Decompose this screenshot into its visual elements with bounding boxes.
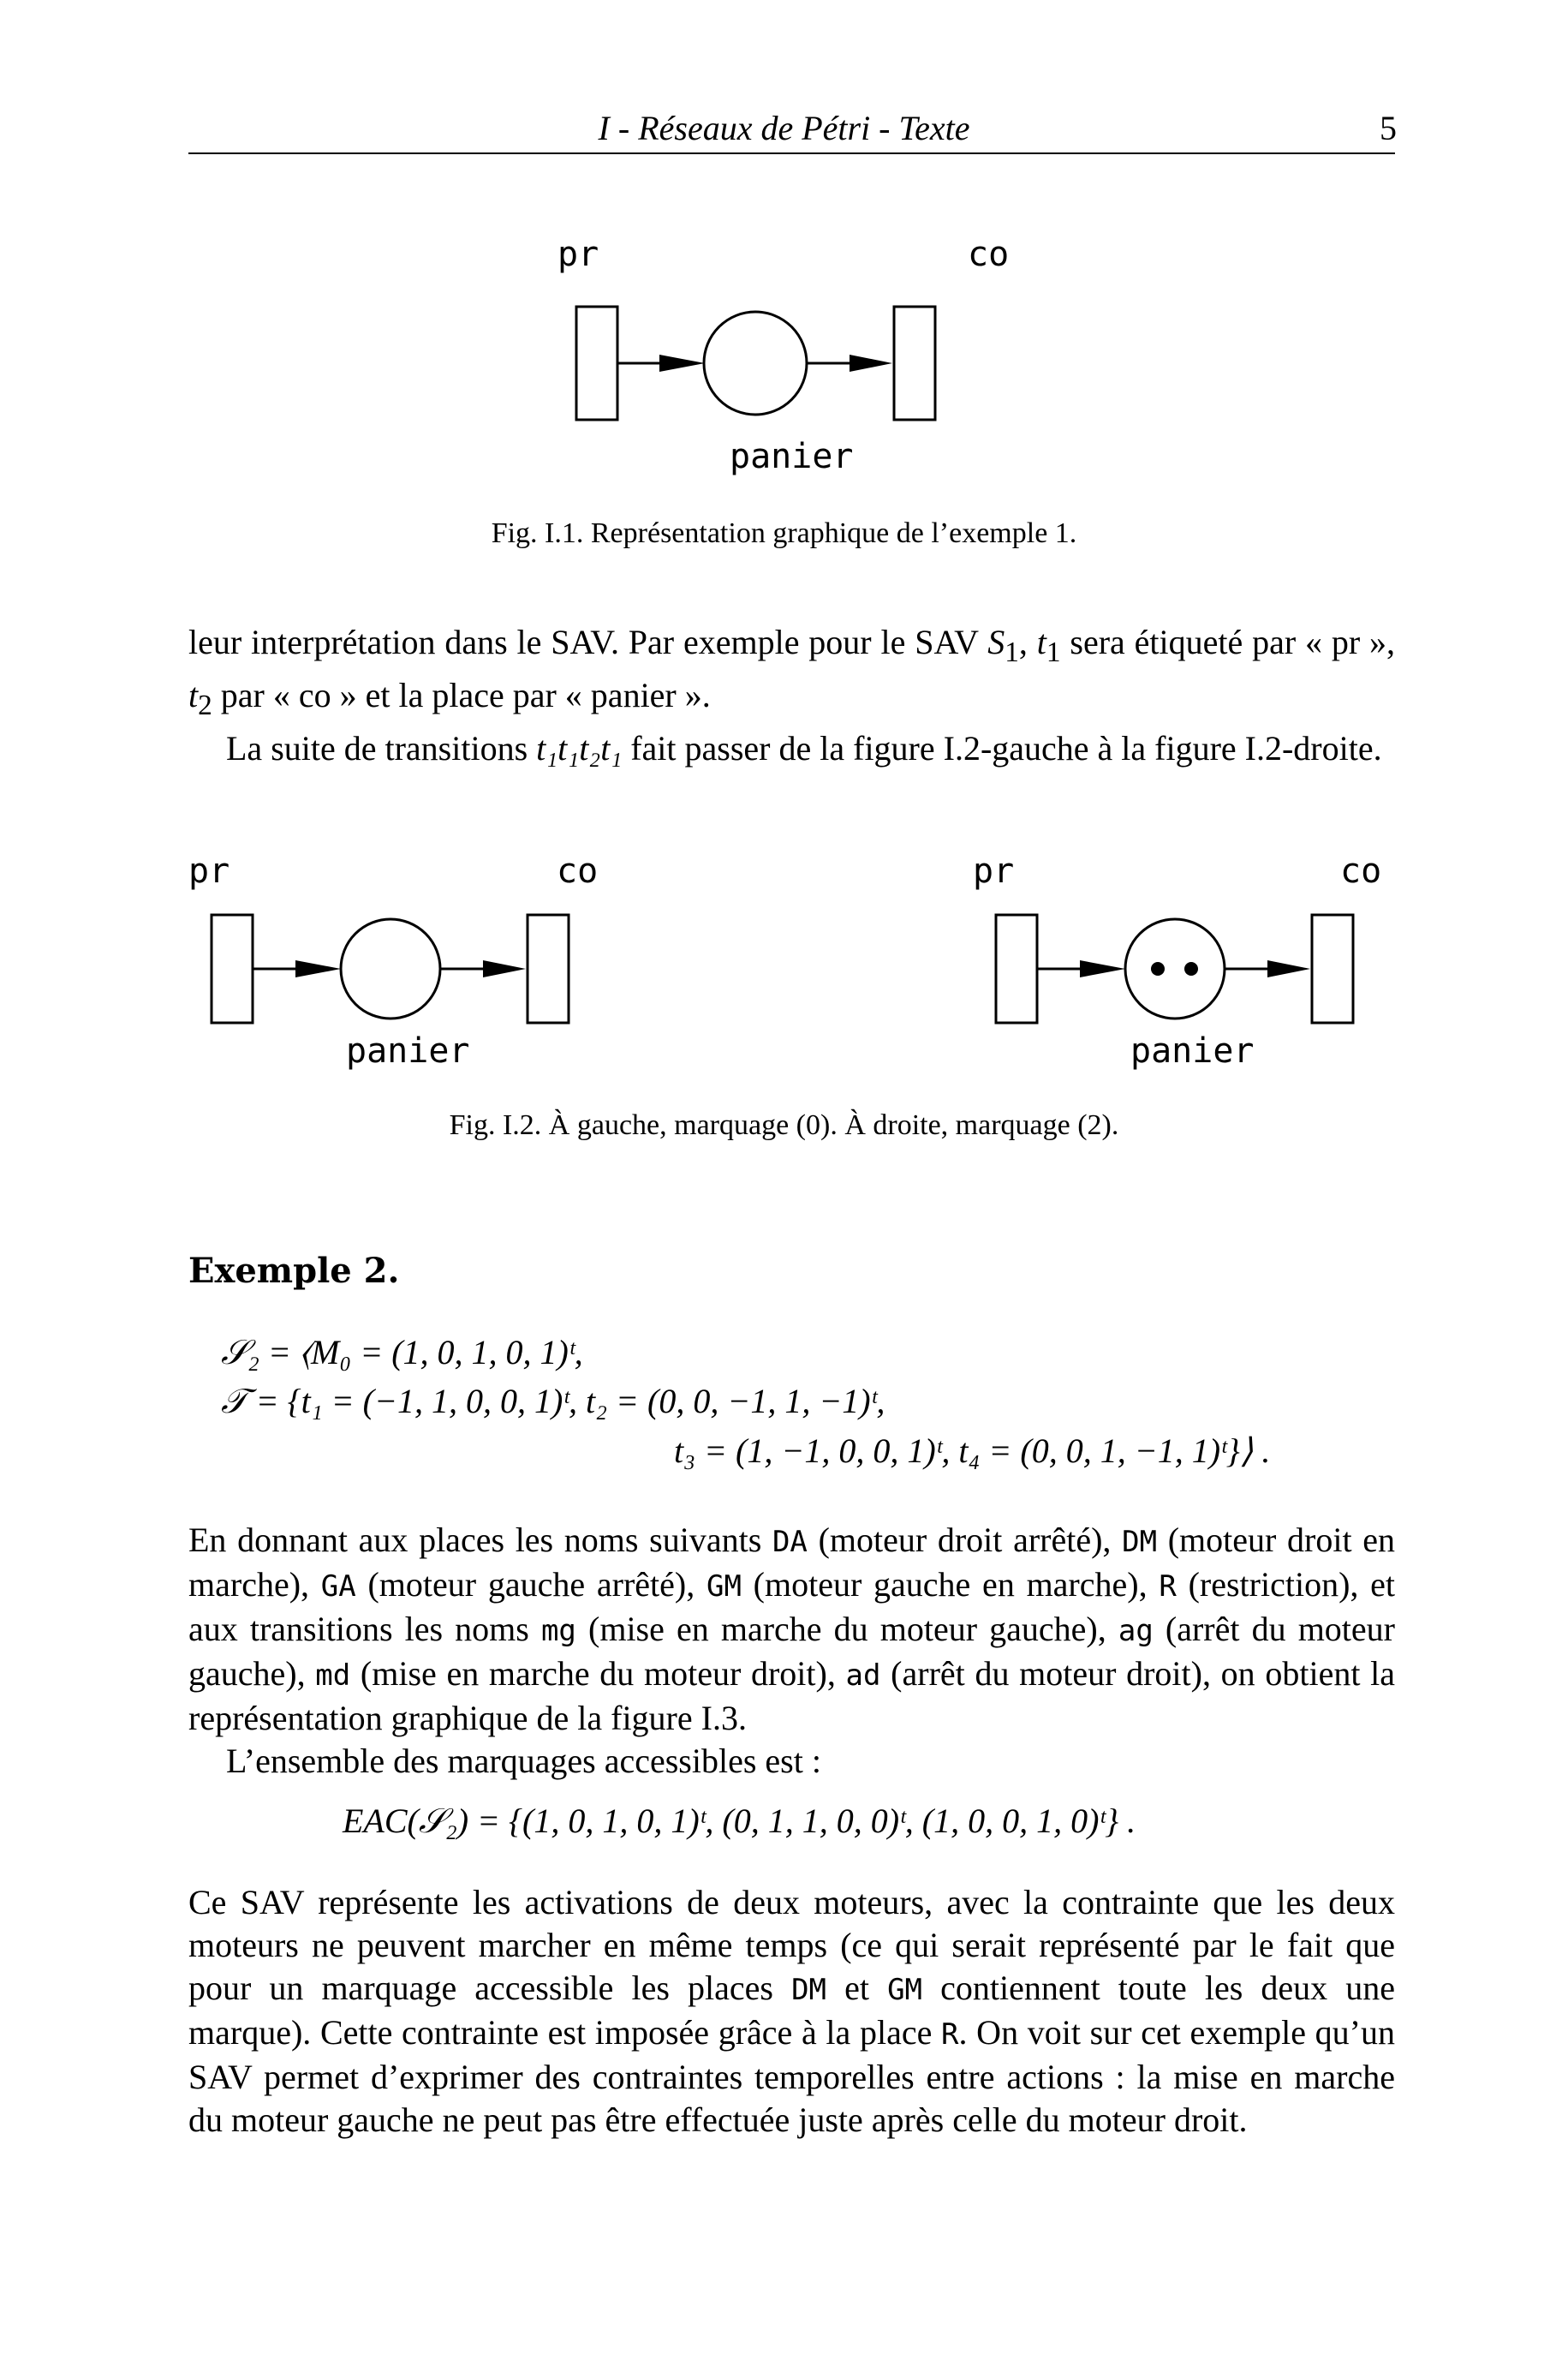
fig2-right-label-co: co xyxy=(1340,851,1382,891)
fig1-label-pr: pr xyxy=(557,235,599,274)
fig2-right-arrowhead-right xyxy=(1267,960,1310,977)
fig1-transition-co xyxy=(894,307,935,420)
fig2-right-token-2 xyxy=(1184,962,1198,976)
fig2-right-arrowhead-left xyxy=(1080,960,1125,977)
fig1-arrowhead-left xyxy=(659,355,705,372)
figure-2-right-petri-net xyxy=(955,848,1434,1079)
fig1-place-panier xyxy=(704,312,807,415)
fig2-left-transition-co xyxy=(528,915,569,1023)
figure-2-caption: Fig. I.2. À gauche, marquage (0). À droite, marquage (2). xyxy=(449,1109,1119,1141)
fig2-left-arrowhead-right xyxy=(483,960,526,977)
equation-line-3: t₃ = (1, −1, 0, 0, 1)ᵗ, t₄ = (0, 0, 1, −1, 1)ᵗ}⟩ . xyxy=(674,1431,1271,1470)
fig2-right-token-1 xyxy=(1151,962,1165,976)
equation-eac: EAC(𝒮₂) = {(1, 0, 1, 0, 1)ᵗ, (0, 1, 1, 0, 0)ᵗ, (1, 0, 0, 1, 0)ᵗ} . xyxy=(343,1801,1136,1840)
page-number: 5 xyxy=(1380,109,1397,147)
fig1-label-panier: panier xyxy=(730,437,854,476)
paragraph-1: leur interprétation dans le SAV. Par exemple pour le SAV $S_1$, $t_1$ sera étiqueté par « pr », $t_2$ par « co » et la place par « panier ». La suite de transitions t₁t₁t₂t₁ fait passer de la figure I.2-gauche à la figure I.2-droite. xyxy=(188,623,1396,768)
figure-2-left-petri-net xyxy=(171,848,651,1079)
fig1-label-co: co xyxy=(968,235,1010,274)
figure-1-petri-net xyxy=(531,231,1045,488)
equation-line-2: 𝒯 = {t₁ = (−1, 1, 0, 0, 1)ᵗ, t₂ = (0, 0, −1, 1, −1)ᵗ, xyxy=(221,1382,885,1420)
fig2-left-label-co: co xyxy=(557,851,599,891)
fig2-right-label-panier: panier xyxy=(1130,1031,1255,1071)
fig2-left-label-pr: pr xyxy=(188,851,230,891)
fig2-left-transition-pr xyxy=(212,915,253,1023)
header-rule xyxy=(188,152,1395,154)
paragraph-3: En donnant aux places les noms suivants DA (moteur droit arrêté), DM (moteur droit en marche), GA (moteur gauche arrêté), GM (moteur gauche en marche), R (restriction), et aux transitions les noms mg (mise en marche du moteur gauche), ag (arrêt du moteur gauche), md (mise en marche du moteur droit), ad (arrêt du moteur droit), on obtient la représentation graphique de la figure I.3. L’ensemble des marquages accessibles est : xyxy=(188,1519,1395,1783)
fig2-left-place-panier xyxy=(341,919,440,1019)
figure-1-caption: Fig. I.1. Représentation graphique de l’exemple 1. xyxy=(491,517,1077,549)
running-header-title: I - Réseaux de Pétri - Texte xyxy=(598,109,970,147)
paragraph-4: L’ensemble des marquages accessibles est : xyxy=(226,1742,821,1780)
fig2-right-label-pr: pr xyxy=(973,851,1015,891)
fig1-arrowhead-right xyxy=(850,355,892,372)
fig2-left-label-panier: panier xyxy=(346,1031,470,1071)
fig2-right-transition-pr xyxy=(996,915,1037,1023)
equation-line-1: 𝒮₂ = ⟨M₀ = (1, 0, 1, 0, 1)ᵗ, xyxy=(221,1333,583,1371)
fig1-transition-pr xyxy=(576,307,617,420)
section-heading-exemple-2: Exemple 2. xyxy=(188,1251,400,1291)
fig2-right-place-panier xyxy=(1125,919,1225,1019)
fig2-right-transition-co xyxy=(1312,915,1353,1023)
fig2-left-arrowhead-left xyxy=(295,960,341,977)
paragraph-5: Ce SAV représente les activations de deux moteurs, avec la contrainte que les deux moteurs ne peuvent marcher en même temps (ce qui serait représenté par le fait que pour un marquage accessible les places DM et GM contiennent toute les deux une marque). Cette contrainte est imposée grâce à la place R. On voit sur cet exemple qu’un SAV permet d’exprimer des contraintes temporelles entre actions : la mise en marche du moteur gauche ne peut pas être effectuée juste après celle du moteur droit. xyxy=(188,1883,1395,2139)
